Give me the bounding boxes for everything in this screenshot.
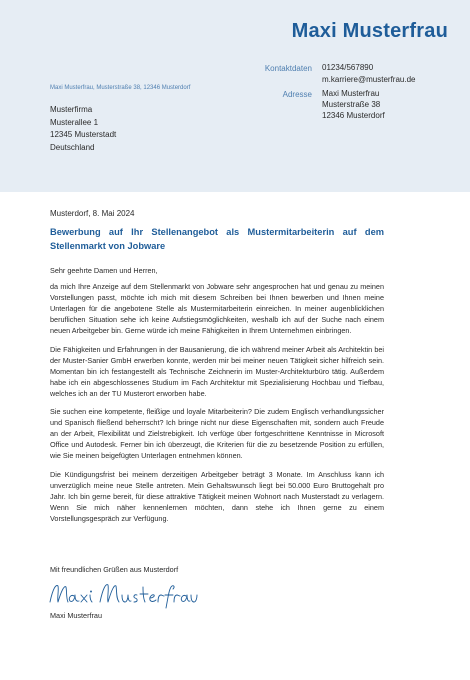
address-line: 12346 Musterdorf (322, 111, 385, 120)
body-paragraph: Die Fähigkeiten und Erfahrungen in der Bausanierung, die ich während meiner Arbeit als Architektin bei der Muster-Sanier GmbH erwerben konnte, werden mir bei meiner neuen Tätigkeit sicher hilfreich sein. Momentan bin ich festangestellt als Technische Zeichnerin im Muster-Architekturbüro tätig. Außerdem habe ich ein abgeschlossenes Studium im Fach Architektur mit Spezialisierung Hochbau und Tiefbau, welches ich an der TU Musterort erworben habe. (50, 344, 384, 398)
address-block (322, 88, 385, 121)
letter-subject: Bewerbung auf Ihr Stellenangebot als Mustermitarbeiterin auf dem Stellenmarkt von Jobware (50, 227, 384, 251)
recipient-line: Musterallee 1 (50, 117, 99, 127)
recipient-block (50, 104, 116, 154)
email-address: m.karriere@musterfrau.de (322, 75, 416, 84)
sender-line: Maxi Musterfrau, Musterstraße 38, 12346 Musterdorf (50, 85, 191, 91)
applicant-name: Maxi Musterfrau (291, 20, 448, 42)
address-label: Adresse (282, 90, 312, 99)
recipient-line: Musterfirma (50, 105, 93, 114)
phone-number: 01234/567890 (322, 63, 374, 72)
contact-label: Kontaktdaten (264, 64, 312, 73)
address-line: Maxi Musterfrau (322, 89, 380, 98)
greeting: Sehr geehrte Damen und Herren, (50, 266, 158, 275)
recipient-line: 12345 Musterstadt (50, 130, 117, 140)
handwritten-signature (48, 578, 198, 612)
body-paragraph: da mich Ihre Anzeige auf dem Stellenmarkt von Jobware sehr angesprochen hat und genau zu meinen Vorstellungen passt, möchte ich mich mit diesem Schreiben bei Ihnen bewerben und Ihnen meine Unterlagen für die angebotene Stelle als Mustermitarbeiterin einreichen. In meiner augenblicklichen beruflichen Situation sehe ich keine Aufstiegsmöglichkeiten, weshalb ich auf der Suche nach einem neuen Arbeitgeber bin. Gerne würde ich meine Fähigkeiten in Ihrem Unternehmen einbringen. (50, 282, 384, 336)
letter-date: Musterdorf, 8. Mai 2024 (50, 209, 135, 218)
recipient-line: Deutschland (50, 142, 95, 152)
body-paragraph: Die Kündigungsfrist bei meinem derzeitigen Arbeitgeber beträgt 3 Monate. Im Anschluss kann ich unverzüglich meine neue Stelle antreten. Mein Gehaltswunsch liegt bei 50.000 Euro Bruttogehalt pro Jahr. Ich bin gerne bereit, für diese attraktive Tätigkeit meinen Wohnort nach Musterstadt zu verlagern. Wenn Sie mich näher kennenlernen möchten, dann stehe ich Ihnen gerne zu einem Vorstellungsgespräch zur Verfügung. (50, 469, 384, 523)
body-paragraph: Sie suchen eine kompetente, fleißige und loyale Mitarbeiterin? Die zudem Englisch verhandlungssicher und Spanisch fließend beherrscht? Ich bringe nicht nur diese Eigenschaften mit, sondern auch Freude an der Arbeit, Flexibilität und Zielstrebigkeit. Ich verfüge über fortgeschrittene Kenntnisse in Microsoft Office und Autodesk. Ferner bin ich überzeugt, die Kriterien für die zu besetzende Position zu erfüllen, wie Sie meinen beigefügten Unterlagen entnehmen können. (50, 407, 384, 461)
letter-body (50, 265, 384, 531)
header-band (0, 0, 470, 192)
signature-name: Maxi Musterfrau (50, 611, 102, 620)
address-line: Musterstraße 38 (322, 100, 381, 109)
closing: Mit freundlichen Grüßen aus Musterdorf (50, 565, 179, 574)
